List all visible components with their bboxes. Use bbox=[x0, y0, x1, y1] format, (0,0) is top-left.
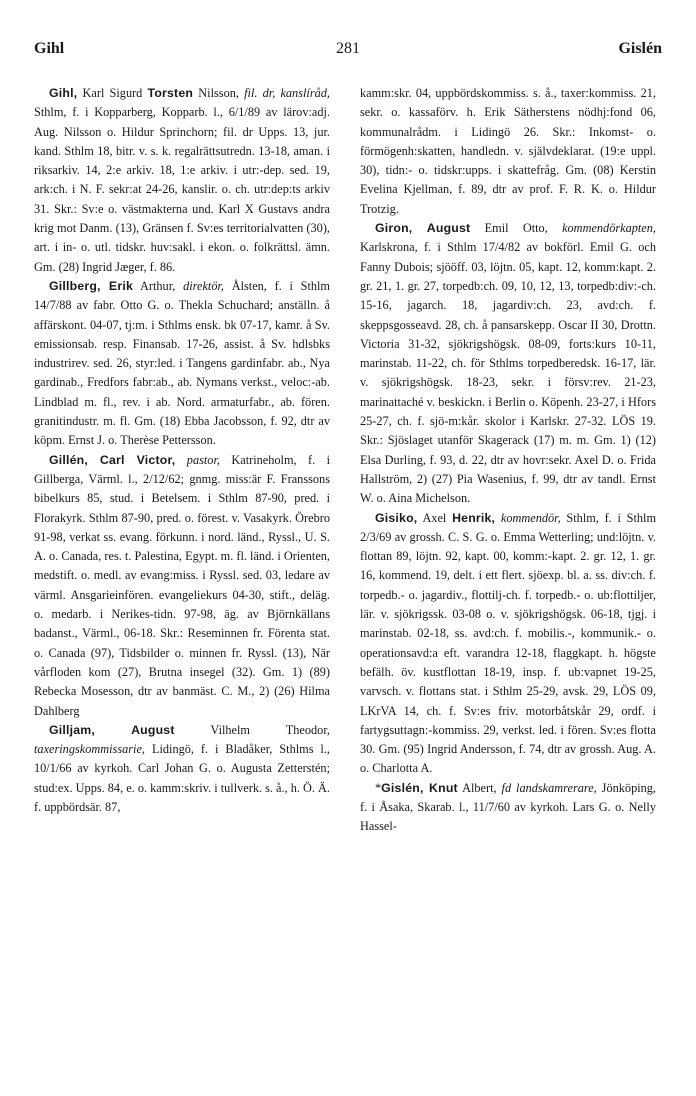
entry-title: fd landskamrerare, bbox=[501, 780, 597, 795]
entry-text: Katrineholm, f. i Gillberga, Värml. l., 2/12/62; gnmg. miss:är F. Franssons bibelkurs 85, stud. i Betelsem. i Sthlm 87-90, pred. i Florakyrk. Sthlm 87-90, pred. o. förest. v. Vasakyrk. Örebro 91-98, verkat ss. evang. förkunn. i nord. länd., Ryssl., U. S. A. o. Canada, res. t. Palestina, Egypt. m. fl. länd. i Orienten, medstift. o. medl. av evang:miss. i Ryssl. sed. 03, ledare av värml. Ansgarieinfören. evangeliekurs 04-30, stift., deläg. o. medarb. i Nerikes-tidn. 97-98, äg. av Björnkällans badanst., Värml., 06-18. Skr.: Reseminnen fr. Förenta stat. o. Canada (97), Tidsbilder o. minnen fr. Ryssl. (13), När vårfloden kom (27), Brutna insegel (32). Gm. 1) (89) Rebecka Mosesson, dtr av banmäst. C. M., 2) (26) Hilma Dahlberg bbox=[34, 452, 330, 718]
entry-text: Ålsten, f. i Sthlm 14/7/88 av fabr. Otto G. o. Thekla Schuchard; anställn. å affärskont. 04-07, tj:m. i Sthlms ensk. bk 07-17, kamr. å Sv. emissionsab. resp. Finansab. 17-26, assist. å Sv. hdlsbks industrirev. sed. 26, styr:led. i Tangens gardinfabr. ab., Nya gardinab., Fredfors fabr:ab., ab. Nymans verkst., veloc:-ab. Lindblad m. fl., rev. i ab. Nord. armaturfabr., ab. fören. granitindustr. m. fl. Gm. (18) Ebba Jacobsson, f. 92, dtr av köpm. Ernst J. o. Therèse Pettersson. bbox=[34, 278, 330, 448]
entry-call-name: Henrik, bbox=[452, 510, 496, 525]
entry-surname: Giron, August bbox=[375, 221, 471, 236]
running-head-right: Gislén bbox=[618, 40, 662, 57]
biography-entry bbox=[360, 509, 656, 779]
entry-given-names: Karl Sigurd bbox=[77, 86, 148, 100]
running-head bbox=[34, 40, 662, 70]
page-number: 281 bbox=[336, 40, 360, 57]
left-column bbox=[34, 84, 330, 817]
biography-entry bbox=[34, 277, 330, 451]
entry-text: Karlskrona, f. i Sthlm 17/4/82 av bokförl. Emil G. och Fanny Dubois; sjööff. 03, löjtn. 05, kapt. 12, komm:kapt. 2. gr. 21, 1. gr. 27, torpedb:ch. 09, 10, 12, 13, torpedb:div:-ch. 15-16, jagarch. 18, jagardiv:ch. 23, avd:ch. f. skeppsgosseavd. 28, ch. å pansarskepp. Oscar II 30, Drottn. Victoria 31-32, sjökrigshögsk. 08-09, forts:kurs 10-11, marinstab. 11-22, ch. för Sthlms torpedberedsk. 16-17, lär. v. sjökrigshögsk. 18-23, sekr. i försv:rev. 21-23, marinattaché v. beskickn. i Berlin o. Köpenh. 23-27, i Hfors 25-27, ch. f. sjö-m:kår. skolor i Karlskr. 27-32. LÖS 19. Skr.: Sjöslaget utanför Skagerack (17) m. m. Gm. 1) (12) Elsa Durling, f. 93, d. 22, dtr av hovr:sekr. Axel D. o. Frida Hallström, 2) (27) Pia Wasenius, f. 99, dtr av tandl. Ernst W. o. Aina Michelson. bbox=[360, 240, 656, 506]
entry-surname: Gislén, Knut bbox=[381, 780, 458, 795]
entry-given-names: Albert, bbox=[457, 780, 502, 795]
continuation-text: kamm:skr. 04, uppbördskommiss. s. å., taxer:kommiss. 21, sekr. o. kassaförv. h. Erik Sätherstens nödhj:fond 06, kommunalrådm. i Lidingö 26. Skr.: Inkomst- o. förmögenh:skatten, handledn. v. självdeklarat. (19:e uppl. 30), tidn:- o. tidskr:upps. i skattefråg. Gm. (08) Kerstin Evelina Kjellman, f. 89, dtr av prof. F. R. K. o. Hildur Trotzig. bbox=[360, 86, 656, 216]
entry-surname: Gillén, Carl Victor, bbox=[49, 452, 176, 467]
biography-entry bbox=[360, 779, 656, 837]
entry-marker: * bbox=[375, 780, 382, 795]
entry-text: Lidingö, f. i Bladåker, Sthlms l., 10/1/66 av kyrkoh. Carl Johan G. o. Augusta Zetterstén; stud:ex. Upps. 84, e. o. kamm:skriv. i tullverk. s. å., h. Ö. Ä. f. uppbördsär. 87, bbox=[34, 742, 331, 814]
entry-title: taxeringskommissarie, bbox=[34, 742, 146, 757]
entry-title: fil. dr, kanslíråd, bbox=[244, 86, 330, 100]
right-column bbox=[360, 84, 656, 837]
entry-title: kommendör, bbox=[500, 510, 561, 525]
entry-call-name: Torsten bbox=[147, 86, 194, 100]
biography-entry bbox=[34, 84, 330, 277]
entry-title: direktör, bbox=[183, 278, 224, 293]
entry-title: kommendörkapten, bbox=[562, 221, 656, 236]
running-head-left: Gihl bbox=[34, 40, 65, 57]
biography-entry bbox=[360, 219, 656, 508]
entry-given-names: Emil Otto, bbox=[470, 221, 563, 236]
entry-text: Sthlm, f. i Sthlm 2/3/69 av grossh. C. S. G. o. Emma Wetterling; und:löjtn. v. flottan 89, löjtn. 92, kapt. 00, komm:-kapt. 2. gr. 12, 1. gr. 16, kommend. 19, delt. i ett flert. sjöexp. bl. a. ss. div:ch. f. torpedb.- o. jagardiv., flottilj-ch. f. torpedb.- o. ub:flottiljer, lär. v. sjökrigssk. 03-08 o. v. sjökrigshögsk. 06-18, tjgj. i marinstab. 02-18, ss. avd:ch. f. mobilis.-, kommunik.- o. operationsavd:a eft. varandra 12-18, flaggkapt. h. högste befälh. öv. kustflottan 18-19, insp. f. ub:vapnet 19-25, varvsch. v. flottans stat. i Sthlm 25-29, avsk. 29, LÖS 09, LKrVA 14, ch. f. Sv:es friv. motorbåtskår 29, ordf. i fartygsuttagn:-kommiss. 29, verkst. led. i fören. Sv:es flotta 30. Gm. (95) Ingrid Andersson, f. 74, dtr av grossh. Aug. A. o. Charlotta A. bbox=[360, 510, 657, 776]
entry-title: pastor, bbox=[186, 452, 220, 467]
entry-given-names: Vilhelm Theodor, bbox=[174, 722, 330, 737]
entry-surname: Gilljam, August bbox=[49, 722, 175, 737]
entry-surname: Gihl, bbox=[49, 86, 78, 100]
entry-surname: Gillberg, Erik bbox=[49, 278, 133, 293]
entry-given-names: Arthur, bbox=[132, 278, 184, 293]
entry-name-tail: Nilsson, bbox=[193, 86, 245, 100]
biography-entry bbox=[34, 721, 330, 817]
entry-given-names: Axel bbox=[417, 510, 453, 525]
entry-given-names bbox=[175, 453, 186, 467]
biography-entry bbox=[34, 451, 330, 721]
entry-text: Sthlm, f. i Kopparberg, Kopparb. l., 6/1/89 av lärov:adj. Aug. Nilsson o. Hildur Sprinchorn; fil. dr Upps. 13, jur. kand. Sthlm 18, bitr. v. s. k. regalrättsutredn. 13-18, aman. i riksarkiv. 14, 2:e arkiv. 18, 1:e arkiv. i utr:-dep. sed. 19, ark:ch. i N. F. sekr:at 24-26, kanslir. o. ch. utr:dep:ts arkiv 31. Skr.: Sv:e o. västmakterna und. Karl X Gustavs andra krig mot Danm. (13), Gränsen f. Sv:es territorialvatten (30), art. i in- o. utl. tidskr. huv:sakl. i ekon. o. folkrättsl. ämn. Gm. (28) Ingrid Jæger, f. 86. bbox=[34, 105, 330, 274]
entry-surname: Gisiko, bbox=[375, 510, 418, 525]
entry-text: Jönköping, f. i Åsaka, Skarab. l., 11/7/60 av kyrkoh. Lars G. o. Nelly Hassel- bbox=[360, 780, 656, 834]
